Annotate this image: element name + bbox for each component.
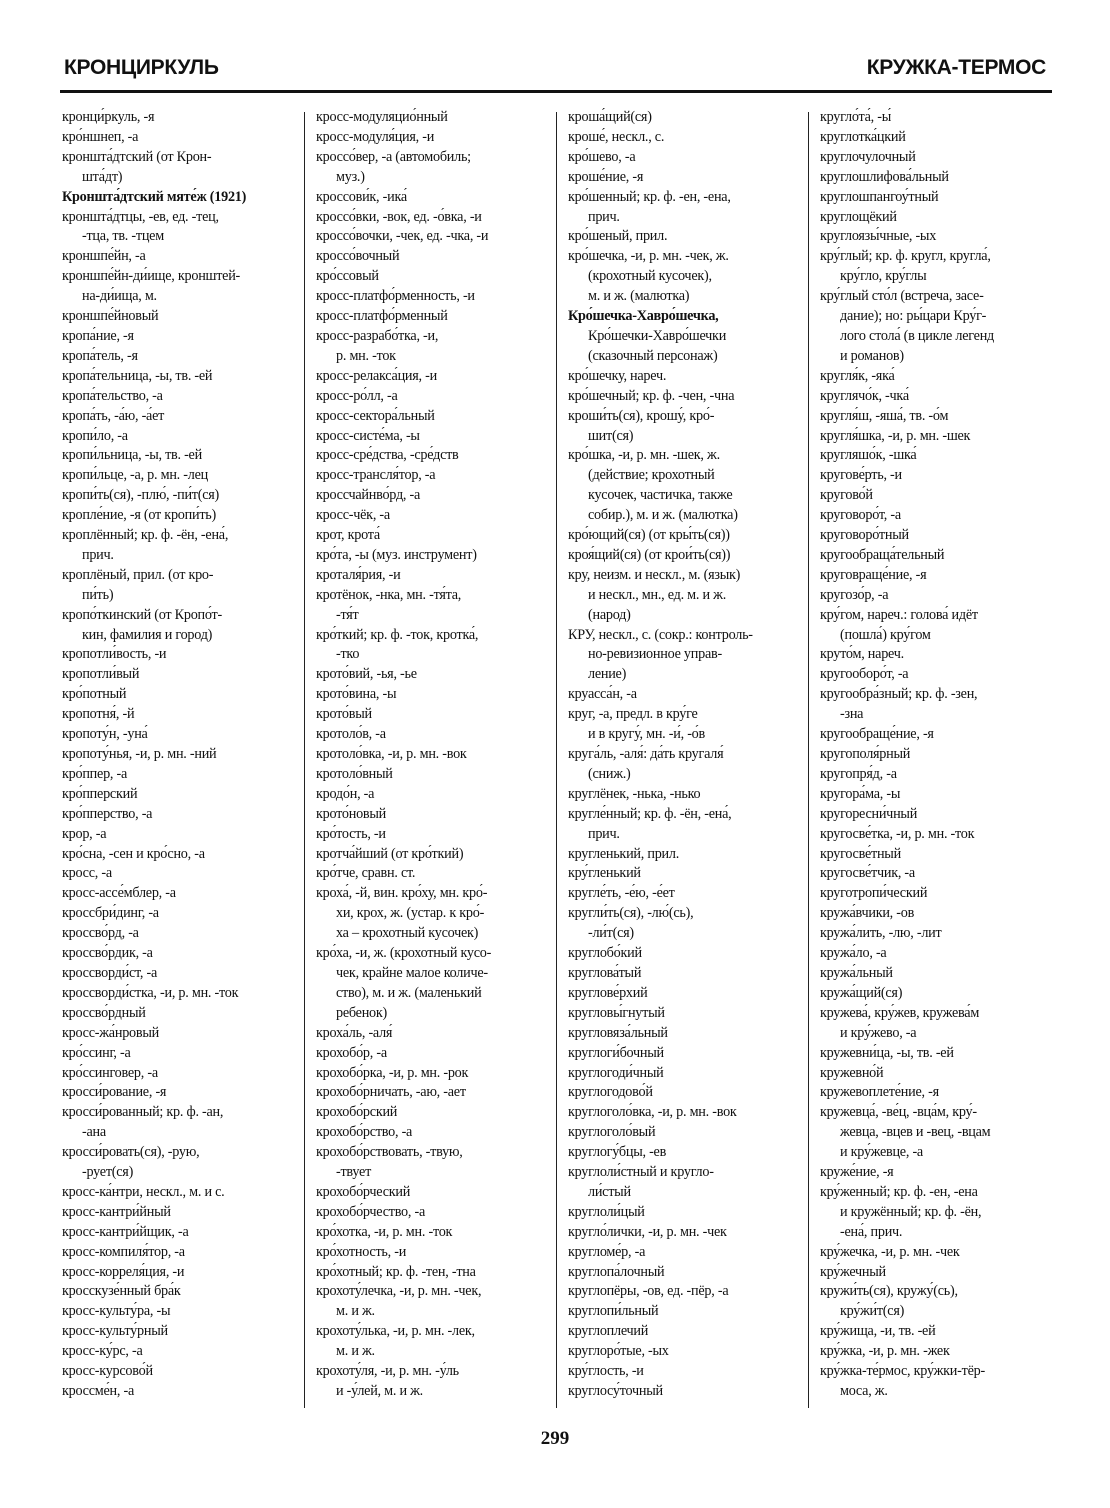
dictionary-entry-line: круглопи́льный	[568, 1303, 659, 1320]
dictionary-entry-line: -рует(ся)	[82, 1164, 134, 1181]
dictionary-entry-line: крохобо́р, -а	[316, 1044, 387, 1061]
dictionary-entry-line: кругля́шка, -и, р. мн. -шек	[820, 427, 971, 444]
dictionary-entry-line: кружа́вчики, -ов	[820, 905, 915, 922]
dictionary-entry-line: (сказочный персонаж)	[588, 347, 718, 364]
dictionary-entry-line: кругле́ть, -е́ю, -е́ет	[568, 885, 675, 902]
dictionary-entry-line: круглогоди́чный	[568, 1064, 664, 1081]
dictionary-entry-line: кро́шка, -и, р. мн. -шек, ж.	[568, 447, 720, 464]
dictionary-entry-line: кро́сна, -сен и кро́сно, -а	[62, 845, 205, 862]
dictionary-entry-line: кругоресни́чный	[820, 805, 918, 822]
dictionary-entry-line: кропоту́н, -уна́	[62, 726, 148, 743]
dictionary-entry-line: круговоро́т, -а	[820, 507, 901, 524]
dictionary-entry-line: кроншпе́йн, -а	[62, 248, 146, 265]
dictionary-entry-line: кругло́лички, -и, р. мн. -чек	[568, 1223, 727, 1240]
dictionary-entry-line: кругляшо́к, -шка́	[820, 447, 917, 464]
dictionary-entry-line: кропи́ло, -а	[62, 427, 128, 444]
dictionary-entry-line: кросс-модуляцио́нный	[316, 109, 448, 125]
dictionary-entry-line: кроссво́рдный	[62, 1004, 146, 1021]
dictionary-entry-line: кропотли́вый	[62, 666, 140, 683]
dictionary-entry-line: кру́жечка, -и, р. мн. -чек	[820, 1243, 960, 1260]
dictionary-entry-line: круглотка́цкий	[820, 128, 906, 145]
dictionary-entry-line: Кро́шечка-Хавро́шечка,	[568, 308, 719, 325]
dictionary-entry-line: и кру́жевце, -а	[840, 1144, 923, 1161]
dictionary-entry-line: крохобо́рка, -и, р. мн. -рок	[316, 1064, 469, 1081]
dictionary-entry-line: кругля́ш, -яша́, тв. -о́м	[820, 407, 949, 424]
dictionary-entry-line: кругловяза́льный	[568, 1024, 668, 1041]
dictionary-entry-line: круглочулочный	[820, 148, 916, 165]
dictionary-entry-line: кродо́н, -а	[316, 785, 375, 802]
dictionary-entry-line: кругленький, прил.	[568, 845, 680, 862]
dictionary-entry-line: хи, крох, ж. (устар. к кро́-	[336, 905, 485, 922]
dictionary-entry-line: кросс-компиля́тор, -а	[62, 1243, 185, 1260]
dictionary-entry-line: -ли́т(ся)	[588, 925, 634, 942]
dictionary-entry-line: кружа́лить, -лю, -лит	[820, 925, 942, 942]
running-head-right: КРУЖКА-ТЕРМОС	[866, 56, 1046, 79]
dictionary-entry-line: кругловы́гнутый	[568, 1004, 665, 1021]
dictionary-entry-line: и в кругу́, мн. -и́, -о́в	[588, 726, 705, 743]
dictionary-entry-line: кро́ссинговер, -а	[62, 1064, 158, 1081]
dictionary-entry-line: кро́шенный; кр. ф. -ен, -ена,	[568, 188, 731, 205]
dictionary-entry-line: кругосве́тка, -и, р. мн. -ток	[820, 825, 975, 842]
dictionary-entry-line: кроссво́рд, -а	[62, 925, 139, 942]
dictionary-entry-line: кругообраще́ние, -я	[820, 726, 934, 743]
dictionary-entry-line: кро́ха, -и, ж. (крохотный кусо-	[316, 945, 492, 962]
dictionary-entry-line: муз.)	[336, 168, 365, 185]
dictionary-entry-line: и -у́лей, м. и ж.	[336, 1383, 423, 1399]
dictionary-entry-line: круглопёры, -ов, ед. -пёр, -а	[568, 1283, 729, 1300]
dictionary-entry-line: кроссо́вочки, -чек, ед. -чка, -и	[316, 228, 489, 245]
dictionary-entry-line: кругове́рть, -и	[820, 467, 902, 484]
dictionary-entry-line: Кро́шечки-Хавро́шечки	[588, 327, 727, 344]
dictionary-entry-line: шит(ся)	[588, 427, 634, 444]
dictionary-entry-line: и романов)	[840, 347, 904, 364]
dictionary-entry-line: кропи́льце, -а, р. мн. -лец	[62, 467, 208, 484]
dictionary-entry-line: кругопря́д, -а	[820, 765, 897, 782]
dictionary-entry-line: кругосве́тчик, -а	[820, 865, 915, 882]
dictionary-entry-line: и нескл., мн., ед. м. и ж.	[588, 586, 726, 603]
dictionary-entry-line: прич.	[82, 546, 114, 563]
dictionary-entry-line: кросс-систе́ма, -ы	[316, 427, 420, 444]
dictionary-entry-line: кроссворди́стка, -и, р. мн. -ток	[62, 984, 239, 1001]
dictionary-entry-line: крохобо́рческий	[316, 1183, 411, 1200]
dictionary-entry-line: кру́женный; кр. ф. -ен, -ена	[820, 1183, 978, 1200]
dictionary-entry-line: крохобо́рчество, -а	[316, 1203, 426, 1220]
dictionary-entry-line: кросс-модуля́ция, -и	[316, 128, 435, 145]
dictionary-entry-line: кроссме́н, -а	[62, 1383, 135, 1399]
dictionary-entry-line: круглоги́бочный	[568, 1044, 664, 1061]
dictionary-entry-line: кропо́ткинский (от Кропо́т-	[62, 606, 222, 623]
dictionary-entry-line: кру́глость, -и	[568, 1363, 644, 1380]
dictionary-entry-line: кропа́тельство, -а	[62, 387, 163, 404]
dictionary-entry-line: кропи́ть(ся), -плю́, -пи́т(ся)	[62, 487, 220, 504]
dictionary-entry-line: кросс-ку́рс, -а	[62, 1343, 143, 1360]
dictionary-entry-line: круже́ние, -я	[820, 1164, 894, 1181]
dictionary-column-1	[62, 108, 294, 1408]
dictionary-entry-line: м. и ж.	[336, 1303, 375, 1320]
dictionary-entry-line: круглошпангоу́тный	[820, 188, 939, 205]
dictionary-entry-line: -ана	[82, 1124, 106, 1141]
dictionary-entry-line: кроссо́вер, -а (автомобиль;	[316, 148, 471, 165]
dictionary-entry-line: кружева́, кру́жев, кружева́м	[820, 1004, 980, 1021]
dictionary-entry-line: кросс-сре́дства, -сре́дств	[316, 447, 459, 464]
dictionary-entry-line: крохобо́рствовать, -твую,	[316, 1144, 463, 1161]
dictionary-entry-line: кружевно́й	[820, 1064, 884, 1081]
dictionary-entry-line: кружи́ть(ся), кружу́(сь),	[820, 1283, 958, 1300]
dictionary-entry-line: кру́гленький	[568, 865, 641, 882]
dictionary-entry-line: и кружённый; кр. ф. -ён,	[840, 1203, 982, 1220]
dictionary-entry-line: м. и ж.	[336, 1343, 375, 1360]
dictionary-entry-line: кру́глый; кр. ф. кругл, кругла́,	[820, 248, 991, 265]
dictionary-entry-line: кро́ющий(ся) (от кры́ть(ся))	[568, 527, 730, 544]
dictionary-entry-line: кругля́к, -яка́	[820, 367, 895, 384]
dictionary-entry-line: кросси́ровать(ся), -рую,	[62, 1144, 200, 1161]
dictionary-entry-line: круглоязы́чные, -ых	[820, 228, 937, 245]
dictionary-entry-line: кросс-ассе́мблер, -а	[62, 885, 176, 902]
dictionary-entry-line: круглобо́кий	[568, 945, 642, 962]
dictionary-entry-line: кроншта́дтский (от Крон-	[62, 148, 212, 165]
dictionary-entry-line: круглова́тый	[568, 964, 642, 981]
dictionary-entry-line: на-ди́ища, м.	[82, 288, 157, 305]
dictionary-entry-line: кру́глый сто́л (встреча, засе-	[820, 288, 984, 305]
dictionary-entry-line: кротча́йший (от кро́ткий)	[316, 845, 464, 862]
dictionary-entry-line: ха – крохотный кусочек)	[336, 925, 479, 942]
dictionary-entry-line: кружа́щий(ся)	[820, 984, 903, 1001]
dictionary-entry-line: кросскузе́нный бра́к	[62, 1283, 181, 1300]
dictionary-entry-line: кросс-культу́ра, -ы	[62, 1303, 171, 1320]
dictionary-entry-line: кро́шечный; кр. ф. -чен, -чна	[568, 387, 735, 404]
dictionary-entry-line: круглове́рхий	[568, 984, 648, 1001]
dictionary-entry-line: кроше́ние, -я	[568, 168, 644, 185]
dictionary-entry-line: кросс-курсово́й	[62, 1363, 153, 1380]
dictionary-entry-line: кропа́ние, -я	[62, 327, 134, 344]
dictionary-entry-line: кро́ткий; кр. ф. -ток, кротка́,	[316, 626, 479, 643]
dictionary-entry-line: круга́ль, -аля́: да́ть кругаля́	[568, 746, 724, 762]
dictionary-entry-line: кросс-культу́рный	[62, 1323, 168, 1340]
dictionary-entry-line: кросс-корреля́ция, -и	[62, 1263, 185, 1280]
dictionary-entry-line: круглощёкий	[820, 208, 897, 225]
dictionary-entry-line: кроншпе́йновый	[62, 308, 159, 325]
header-rule	[60, 90, 1052, 93]
dictionary-entry-line: кроталя́рия, -и	[316, 566, 401, 583]
dictionary-entry-line: кросс-кантри́йный	[62, 1203, 171, 1220]
dictionary-entry-line: лого стола́ (в цикле легенд	[840, 327, 995, 344]
dictionary-entry-line: кросс-чёк, -а	[316, 507, 390, 524]
dictionary-entry-line: круглоли́стный и кругло-	[568, 1164, 714, 1181]
dictionary-entry-line: кругломе́р, -а	[568, 1243, 646, 1260]
dictionary-entry-line: круглоплечий	[568, 1323, 649, 1340]
dictionary-entry-line: кротоло́в, -а	[316, 726, 386, 743]
dictionary-entry-line: ребенок)	[336, 1004, 388, 1021]
dictionary-entry-line: кро́ппер, -а	[62, 765, 128, 782]
dictionary-entry-line: м. и ж. (малютка)	[588, 288, 690, 305]
dictionary-entry-line: круглёнек, -нька, -нько	[568, 785, 701, 802]
dictionary-entry-line: круглопа́лочный	[568, 1263, 665, 1280]
dictionary-entry-line: круг, -а, предл. в кру́ге	[568, 706, 698, 723]
dictionary-entry-line: кро́ссинг, -а	[62, 1044, 131, 1061]
dictionary-entry-line: кро́хотный; кр. ф. -тен, -тна	[316, 1263, 476, 1280]
column-divider	[304, 112, 305, 1408]
running-head-left: КРОНЦИРКУЛЬ	[64, 56, 219, 79]
dictionary-entry-line: жевца, -вцев и -вец, -вцам	[840, 1124, 991, 1141]
dictionary-entry-line: кроха́ль, -аля́	[316, 1024, 393, 1041]
dictionary-entry-line: кротоло́вный	[316, 765, 393, 782]
dictionary-entry-line: прич.	[588, 825, 620, 842]
dictionary-entry-line: Кроншта́дтский мяте́ж (1921)	[62, 188, 247, 205]
dictionary-entry-line: кро́тче, сравн. ст.	[316, 865, 416, 882]
dictionary-entry-line: кро́шеный, прил.	[568, 228, 668, 245]
dictionary-entry-line: кру́жка-те́рмос, кру́жки-тёр-	[820, 1363, 985, 1380]
dictionary-entry-line: кротоло́вка, -и, р. мн. -вок	[316, 746, 467, 762]
dictionary-entry-line: кроша́щий(ся)	[568, 109, 652, 125]
column-divider	[556, 112, 557, 1408]
dictionary-entry-line: кружевца́, -ве́ц, -вца́м, кру́-	[820, 1104, 977, 1121]
dictionary-entry-line: кружевоплете́ние, -я	[820, 1084, 939, 1101]
dictionary-entry-line: но-ревизионное управ-	[588, 646, 722, 663]
dictionary-entry-line: кропотли́вость, -и	[62, 646, 167, 663]
dictionary-entry-line: -ена́, прич.	[840, 1223, 903, 1240]
dictionary-entry-line: -тца, тв. -тцем	[82, 228, 164, 245]
dictionary-entry-line: кружа́льный	[820, 964, 893, 981]
dictionary-entry-line: круглогу́бцы, -ев	[568, 1144, 667, 1161]
column-divider	[808, 112, 809, 1408]
dictionary-entry-line: (народ)	[588, 606, 631, 623]
dictionary-entry-line: -тя́т	[336, 606, 359, 623]
dictionary-entry-line: кро́ншнеп, -а	[62, 128, 139, 145]
dictionary-entry-line: кросс-ро́лл, -а	[316, 387, 398, 404]
dictionary-entry-line: кругли́ть(ся), -лю́(сь),	[568, 905, 694, 922]
dictionary-entry-line: кропотня́, -й	[62, 706, 135, 723]
dictionary-entry-line: кру́жечный	[820, 1263, 886, 1280]
dictionary-entry-line: р. мн. -ток	[336, 347, 396, 364]
dictionary-entry-line: кронци́ркуль, -я	[62, 109, 155, 125]
dictionary-entry-line: круглошлифова́льный	[820, 168, 949, 185]
dictionary-entry-line: кроссови́к, -ика́	[316, 188, 407, 205]
dictionary-entry-line: круглячо́к, -чка́	[820, 387, 909, 404]
dictionary-entry-line: кросс-релакса́ция, -и	[316, 367, 437, 384]
dictionary-entry-line: кротёнок, -нка, мн. -тя́та,	[316, 586, 462, 603]
dictionary-entry-line: кру́жка, -и, р. мн. -жек	[820, 1343, 950, 1360]
dictionary-entry-line: крохоту́лечка, -и, р. мн. -чек,	[316, 1283, 482, 1300]
dictionary-entry-line: кру́жи́т(ся)	[840, 1303, 905, 1320]
dictionary-entry-line: кроссо́вки, -вок, ед. -о́вка, -и	[316, 208, 482, 225]
dictionary-entry-line: собир.), м. и ж. (малютка)	[588, 507, 738, 524]
dictionary-entry-line: круговраще́ние, -я	[820, 566, 927, 583]
dictionary-entry-line: кроха́, -й, вин. кро́ху, мн. кро́-	[316, 885, 488, 902]
dictionary-entry-line: кин, фамилия и город)	[82, 626, 213, 643]
dictionary-entry-line: крото́новый	[316, 805, 387, 822]
dictionary-entry-line: (действие; крохотный	[588, 467, 715, 484]
dictionary-entry-line: крото́вина, -ы	[316, 686, 397, 703]
dictionary-entry-line: крохоту́ля, -и, р. мн. -у́ль	[316, 1363, 459, 1380]
dictionary-entry-line: кругосве́тный	[820, 845, 901, 862]
dictionary-column-4	[820, 108, 1052, 1408]
dictionary-entry-line: кро́шево, -а	[568, 148, 636, 165]
dictionary-entry-line: круглосу́точный	[568, 1383, 663, 1399]
dictionary-entry-line: кру́гло, кру́глы	[840, 268, 927, 285]
dictionary-entry-line: кругообраща́тельный	[820, 546, 945, 563]
dictionary-entry-line: крор, -а	[62, 825, 107, 842]
dictionary-entry-line: кро́шечка, -и, р. мн. -чек, ж.	[568, 248, 729, 265]
dictionary-entry-line: кругло́та́, -ы́	[820, 109, 891, 125]
dictionary-entry-line: круто́м, нареч.	[820, 646, 904, 663]
dictionary-entry-line: круглоголо́вка, -и, р. мн. -вок	[568, 1104, 737, 1121]
dictionary-entry-line: шта́дт)	[82, 168, 123, 185]
dictionary-entry-line: кросси́рование, -я	[62, 1084, 167, 1101]
dictionary-entry-line: пи́ть)	[82, 586, 114, 603]
dictionary-entry-line: кро́потный	[62, 686, 127, 703]
dictionary-entry-line: кругозо́р, -а	[820, 586, 889, 603]
dictionary-entry-line: круговоро́тный	[820, 527, 909, 544]
dictionary-entry-line: кро́та, -ы (муз. инструмент)	[316, 546, 477, 563]
dictionary-entry-line: кружа́ло, -а	[820, 945, 887, 962]
dictionary-entry-line: крохобо́рство, -а	[316, 1124, 413, 1141]
dictionary-entry-line: моса, ж.	[840, 1383, 888, 1399]
dictionary-entry-line: кросс-платфо́рменность, -и	[316, 288, 475, 305]
dictionary-entry-line: кругополя́рный	[820, 746, 911, 762]
dictionary-entry-line: кропи́льница, -ы, тв. -ей	[62, 447, 202, 464]
dictionary-entry-line: кросс-сектора́льный	[316, 407, 435, 424]
dictionary-entry-line: кропа́тельница, -ы, тв. -ей	[62, 367, 213, 384]
dictionary-entry-line: крохоту́лька, -и, р. мн. -лек,	[316, 1323, 475, 1340]
dictionary-entry-line: кру́жища, -и, тв. -ей	[820, 1323, 936, 1340]
dictionary-column-3	[568, 108, 800, 1408]
dictionary-entry-line: кусочек, частичка, также	[588, 487, 733, 504]
dictionary-entry-line: кроссворди́ст, -а	[62, 964, 157, 981]
dictionary-entry-line: -тко	[336, 646, 360, 663]
dictionary-entry-line: кроссо́вочный	[316, 248, 400, 265]
dictionary-entry-line: ли́стый	[588, 1183, 631, 1200]
dictionary-entry-line: прич.	[588, 208, 620, 225]
dictionary-entry-line: кропа́ть, -а́ю, -а́ет	[62, 407, 165, 424]
dictionary-entry-line: крот, крота́	[316, 527, 380, 544]
dictionary-entry-line: ство), м. и ж. (маленький	[336, 984, 482, 1001]
dictionary-entry-line: кро́тость, -и	[316, 825, 386, 842]
dictionary-entry-line: кро́хотка, -и, р. мн. -ток	[316, 1223, 453, 1240]
dictionary-entry-line: круасса́н, -а	[568, 686, 637, 703]
dictionary-entry-line: кругово́й	[820, 487, 873, 504]
dictionary-entry-line: кросс-разрабо́тка, -и,	[316, 327, 439, 344]
dictionary-entry-line: кроши́ть(ся), крошу́, кро́-	[568, 407, 715, 424]
dictionary-entry-line: (сниж.)	[588, 765, 631, 782]
dictionary-entry-line: -зна	[840, 706, 864, 723]
dictionary-entry-line: чек, крайне малое количе-	[336, 964, 488, 981]
dictionary-entry-line: кросс-ка́нтри, нескл., м. и с.	[62, 1183, 225, 1200]
dictionary-entry-line: кроплённый; кр. ф. -ён, -ена́,	[62, 527, 229, 544]
dictionary-entry-line: кро́хотность, -и	[316, 1243, 407, 1260]
dictionary-entry-line: кругообра́зный; кр. ф. -зен,	[820, 686, 978, 703]
dictionary-entry-line: (пошла́) кру́гом	[840, 626, 931, 643]
dictionary-column-2	[316, 108, 548, 1408]
dictionary-entry-line: кросси́рованный; кр. ф. -ан,	[62, 1104, 224, 1121]
dictionary-entry-line: кросс, -а	[62, 865, 112, 882]
dictionary-entry-line: кругле́нный; кр. ф. -ён, -ена́,	[568, 805, 732, 822]
dictionary-entry-line: круглоли́цый	[568, 1203, 645, 1220]
dictionary-entry-line: кросс-трансля́тор, -а	[316, 467, 436, 484]
dictionary-entry-line: -твует	[336, 1164, 372, 1181]
dictionary-entry-line: (крохотный кусочек),	[588, 268, 712, 285]
page-number: 299	[540, 1428, 570, 1449]
dictionary-entry-line: кропа́тель, -я	[62, 347, 138, 364]
dictionary-entry-line: кропоту́нья, -и, р. мн. -ний	[62, 746, 217, 762]
dictionary-entry-line: ление)	[588, 666, 627, 683]
dictionary-entry-line: кроншта́дтцы, -ев, ед. -тец,	[62, 208, 219, 225]
dictionary-entry-line: дание); но: ры́цари Кру́г-	[840, 308, 987, 325]
dictionary-entry-line: кроссчайнво́рд, -а	[316, 487, 421, 504]
dictionary-entry-line: кро́шечку, нареч.	[568, 367, 667, 384]
dictionary-entry-line: кросс-жа́нровый	[62, 1024, 159, 1041]
dictionary-entry-line: кроше́, нескл., с.	[568, 128, 665, 145]
dictionary-entry-line: кроссбри́динг, -а	[62, 905, 159, 922]
dictionary-entry-line: крото́вый	[316, 706, 372, 723]
dictionary-entry-line: крохобо́рничать, -аю, -ает	[316, 1084, 466, 1101]
dictionary-entry-line: кру, неизм. и нескл., м. (язык)	[568, 566, 741, 583]
dictionary-entry-line: и кру́жево, -а	[840, 1024, 917, 1041]
dictionary-entry-line: кроссво́рдик, -а	[62, 945, 153, 962]
dictionary-entry-line: кру́гом, нареч.: голова́ идёт	[820, 606, 978, 623]
dictionary-entry-line: кросс-кантри́йщик, -а	[62, 1223, 189, 1240]
dictionary-entry-line: кругора́ма, -ы	[820, 785, 901, 802]
dictionary-entry-line: кросс-платфо́рменный	[316, 308, 448, 325]
dictionary-entry-line: кружевни́ца, -ы, тв. -ей	[820, 1044, 954, 1061]
dictionary-entry-line: кро́пперство, -а	[62, 805, 153, 822]
dictionary-entry-line: круглогодово́й	[568, 1084, 653, 1101]
dictionary-entry-line: КРУ, нескл., с. (сокр.: контроль-	[568, 626, 753, 643]
dictionary-entry-line: крохобо́рский	[316, 1104, 398, 1121]
dictionary-entry-line: кроншпе́йн-ди́ище, кронштей-	[62, 268, 241, 285]
dictionary-entry-line: круготропи́ческий	[820, 885, 928, 902]
dictionary-entry-line: кроплёный, прил. (от кро-	[62, 566, 214, 583]
dictionary-entry-line: кро́ссовый	[316, 268, 379, 285]
dictionary-entry-line: круглоро́тые, -ых	[568, 1343, 669, 1360]
dictionary-entry-line: кругооборо́т, -а	[820, 666, 909, 683]
dictionary-entry-line: кроя́щий(ся) (от крои́ть(ся))	[568, 546, 731, 563]
dictionary-entry-line: круглоголо́вый	[568, 1124, 656, 1141]
dictionary-entry-line: крото́вий, -ья, -ье	[316, 666, 417, 683]
dictionary-entry-line: кро́пперский	[62, 785, 138, 802]
dictionary-entry-line: кропле́ние, -я (от кропи́ть)	[62, 507, 216, 524]
